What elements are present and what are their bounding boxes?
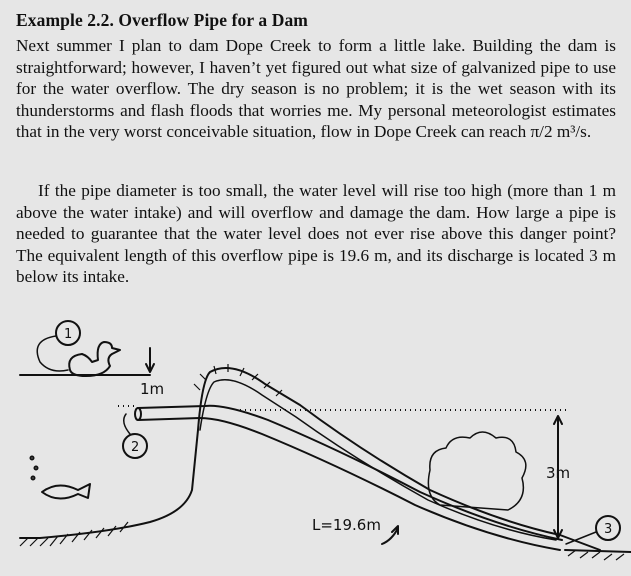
label-1m: 1m: [140, 380, 165, 398]
pipe-intake: [135, 408, 141, 420]
paragraph-2-text: If the pipe diameter is too small, the water level will rise too high (more than 1 m above the water intake) and will overflow and damage the dam. How large a pipe is needed to guarantee that the water level does not ever rise above this danger point? The equivalent length of this overflow pipe is 19.6 m, and its discharge is located 3 m below its intake.: [16, 181, 616, 287]
duck-drawing: [69, 342, 120, 376]
fish-drawing: [42, 484, 90, 499]
dam-overflow-figure: [0, 300, 631, 576]
length-leader: [382, 526, 398, 544]
example-title: Example 2.2. Overflow Pipe for a Dam: [16, 10, 308, 30]
marker-3: 3: [604, 522, 613, 537]
label-3m: 3m: [546, 464, 571, 482]
water-level-arrow: [146, 348, 154, 372]
marker-1: 1: [64, 327, 73, 342]
label-length: L=19.6m: [312, 516, 381, 534]
dam-outline: [20, 368, 600, 550]
paragraph-2: [16, 180, 616, 288]
bush-drawing: [428, 432, 525, 510]
paragraph-1: Next summer I plan to dam Dope Creek to form a little lake. Building the dam is straightforward; however, I haven’t yet figured out what size of galvanized pipe to use for the water overflow. The dry season is no problem; it is the wet season with its thunderstorms and flash floods that worries me. My personal meteorologist estimates that in the very worst conceivable situation, flow in Dope Creek can reach π/2 m³/s.: [16, 36, 616, 142]
marker-2: 2: [131, 440, 140, 455]
